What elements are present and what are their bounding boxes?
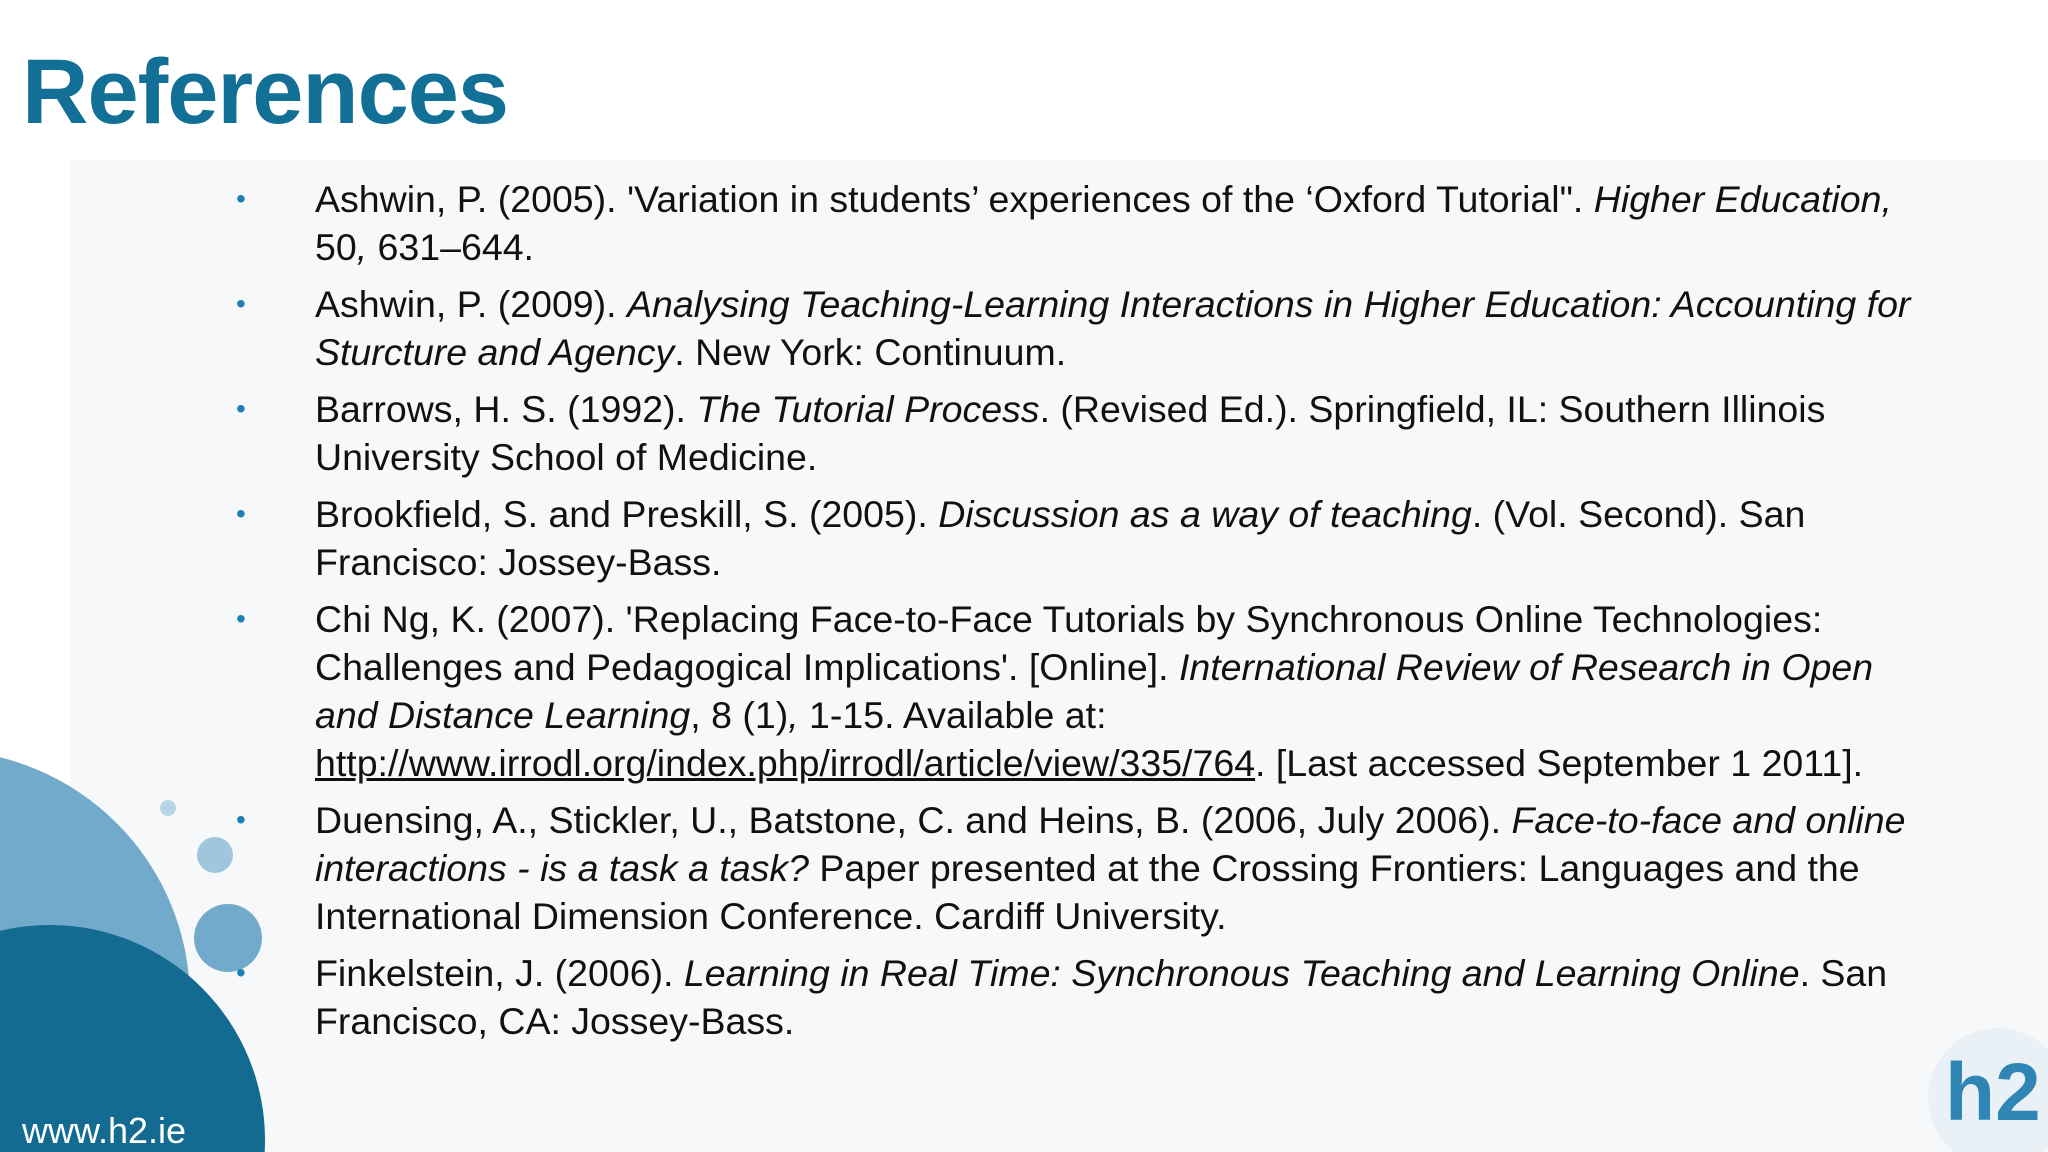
reference-text: , <box>356 226 368 268</box>
bullet-icon: • <box>236 498 246 529</box>
reference-text: Finkelstein, J. (2006). <box>315 952 684 994</box>
h2-logo-text: h2 <box>1945 1047 2041 1138</box>
reference-text: Ashwin, P. (2005). 'Variation in students’ experiences of the ‘Oxford Tutorial". <box>315 178 1594 220</box>
tiny-circle <box>160 800 176 816</box>
reference-text: . New York: Continuum. <box>674 331 1067 373</box>
reference-text: . (Revised Ed.). Springfield, IL: Southern Illinois University School of Medicine. <box>315 388 1826 478</box>
reference-text: , <box>788 694 799 736</box>
reference-text: Brookfield, S. and Preskill, S. (2005). <box>315 493 939 535</box>
reference-text: Higher Education, <box>1593 178 1892 220</box>
reference-text: Paper presented at the Crossing Frontiers: Languages and the International Dimension Conference. Cardiff University. <box>315 847 1860 937</box>
reference-text: Discussion as a way of teaching <box>938 493 1472 535</box>
reference-text: Chi Ng, K. (2007). 'Replacing Face-to-Face Tutorials by Synchronous Online Technologies: Challenges and Pedagogical Implications'. [Online]. <box>315 598 1823 688</box>
reference-item <box>236 280 1936 376</box>
bullet-icon: • <box>236 183 246 214</box>
reference-text: Learning in Real Time: Synchronous Teaching and Learning Online <box>683 952 1800 994</box>
reference-text: The Tutorial Process <box>696 388 1040 430</box>
reference-item <box>236 490 1936 586</box>
bullet-icon: • <box>236 957 246 988</box>
reference-text: . [Last accessed September 1 2011]. <box>1255 742 1864 784</box>
bullet-icon: • <box>236 393 246 424</box>
reference-list <box>236 175 1936 1054</box>
reference-text: Barrows, H. S. (1992). <box>315 388 697 430</box>
reference-text: Analysing Teaching-Learning Interactions in Higher Education: Accounting for Sturcture and Agency <box>315 283 1911 373</box>
page-title: References <box>22 41 509 143</box>
reference-item <box>236 949 1936 1045</box>
footer-url[interactable]: www.h2.ie <box>22 1110 187 1151</box>
reference-text: 50 <box>315 226 357 268</box>
h2-logo <box>1928 1028 2048 1152</box>
bullet-icon: • <box>236 804 246 835</box>
bullet-icon: • <box>236 603 246 634</box>
reference-text: . (Vol. Second). San Francisco: Jossey-Bass. <box>315 493 1806 583</box>
reference-item <box>236 385 1936 481</box>
reference-text: 631–644. <box>367 226 534 268</box>
reference-text: Duensing, A., Stickler, U., Batstone, C. and Heins, B. (2006, July 2006). <box>315 799 1512 841</box>
bullet-icon: • <box>236 288 246 319</box>
reference-text: International Review of Research in Open and Distance Learning <box>315 646 1874 736</box>
reference-item <box>236 175 1936 271</box>
reference-text: Face-to-face and online interactions - is a task a task? <box>315 799 1906 889</box>
reference-text: Ashwin, P. (2009). <box>315 283 627 325</box>
reference-link[interactable]: http://www.irrodl.org/index.php/irrodl/article/view/335/764 <box>315 742 1256 784</box>
reference-text: . San Francisco, CA: Jossey-Bass. <box>315 952 1888 1042</box>
reference-item <box>236 796 1936 940</box>
reference-text: 1-15. Available at: <box>798 694 1107 736</box>
reference-item <box>236 595 1936 787</box>
reference-text: , 8 (1) <box>690 694 789 736</box>
small-circle <box>197 837 233 873</box>
